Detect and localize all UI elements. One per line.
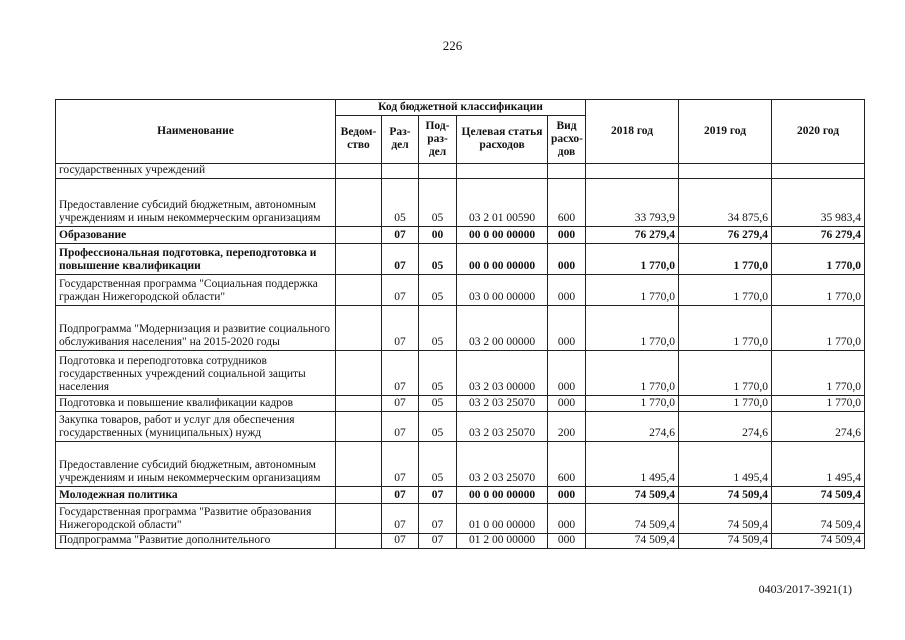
- cell-ved: [336, 227, 382, 244]
- cell-y2018: 1 770,0: [586, 396, 679, 412]
- cell-y2020: 76 279,4: [772, 227, 865, 244]
- table-row: [56, 275, 865, 306]
- cell-y2018: [586, 164, 679, 179]
- cell-y2018: 76 279,4: [586, 227, 679, 244]
- cell-razdel: 07: [382, 396, 419, 412]
- cell-vid: 200: [548, 412, 586, 442]
- cell-razdel: 07: [382, 227, 419, 244]
- cell-name: государственных учреждений: [56, 164, 336, 179]
- cell-vid: 000: [548, 306, 586, 351]
- cell-podrazdel: 07: [419, 504, 457, 534]
- cell-y2018: 1 770,0: [586, 306, 679, 351]
- cell-razdel: 07: [382, 306, 419, 351]
- table-row: [56, 179, 865, 227]
- cell-razdel: 07: [382, 412, 419, 442]
- cell-name: Молодежная политика: [56, 487, 336, 504]
- cell-name: Профессиональная подготовка, переподготовка и повышение квалификации: [56, 244, 336, 275]
- cell-celevaya: 03 2 03 25070: [457, 412, 548, 442]
- cell-y2018: 1 495,4: [586, 442, 679, 487]
- cell-y2019: 76 279,4: [679, 227, 772, 244]
- cell-y2020: 1 770,0: [772, 244, 865, 275]
- header-vid-rashodov: Вид расхо-дов: [548, 116, 586, 164]
- cell-celevaya: 03 2 03 00000: [457, 351, 548, 396]
- cell-ved: [336, 487, 382, 504]
- cell-name: Подготовка и переподготовка сотрудников государственных учреждений социальной защиты населения: [56, 351, 336, 396]
- cell-y2019: [679, 164, 772, 179]
- cell-y2018: 33 793,9: [586, 179, 679, 227]
- header-podrazdel: Под-раз-дел: [419, 116, 457, 164]
- cell-y2019: 1 770,0: [679, 306, 772, 351]
- cell-vid: 000: [548, 534, 586, 549]
- cell-y2019: 1 770,0: [679, 244, 772, 275]
- cell-y2018: 1 770,0: [586, 351, 679, 396]
- table-row: [56, 164, 865, 179]
- cell-vid: 000: [548, 487, 586, 504]
- cell-ved: [336, 351, 382, 396]
- cell-vid: [548, 164, 586, 179]
- cell-celevaya: 03 2 03 25070: [457, 396, 548, 412]
- cell-celevaya: 00 0 00 00000: [457, 244, 548, 275]
- cell-celevaya: 01 2 00 00000: [457, 534, 548, 549]
- cell-razdel: 07: [382, 244, 419, 275]
- cell-y2020: 1 770,0: [772, 351, 865, 396]
- cell-celevaya: 03 0 00 00000: [457, 275, 548, 306]
- cell-y2019: 34 875,6: [679, 179, 772, 227]
- cell-y2020: 74 509,4: [772, 504, 865, 534]
- cell-y2020: 1 495,4: [772, 442, 865, 487]
- cell-y2020: 74 509,4: [772, 534, 865, 549]
- cell-y2019: 74 509,4: [679, 534, 772, 549]
- cell-y2018: 1 770,0: [586, 244, 679, 275]
- cell-ved: [336, 164, 382, 179]
- cell-y2018: 74 509,4: [586, 504, 679, 534]
- cell-razdel: 05: [382, 179, 419, 227]
- cell-podrazdel: [419, 164, 457, 179]
- budget-table: [55, 99, 865, 549]
- cell-celevaya: 01 0 00 00000: [457, 504, 548, 534]
- header-2018: 2018 год: [586, 100, 679, 164]
- cell-y2020: [772, 164, 865, 179]
- cell-name: Подготовка и повышение квалификации кадров: [56, 396, 336, 412]
- cell-podrazdel: 05: [419, 412, 457, 442]
- cell-vid: 600: [548, 442, 586, 487]
- table-row: [56, 244, 865, 275]
- cell-name: Подпрограмма "Развитие дополнительного: [56, 534, 336, 549]
- cell-vid: 000: [548, 275, 586, 306]
- table-row: [56, 534, 865, 549]
- cell-podrazdel: 05: [419, 351, 457, 396]
- cell-podrazdel: 05: [419, 306, 457, 351]
- cell-ved: [336, 179, 382, 227]
- cell-name: Закупка товаров, работ и услуг для обеспечения государственных (муниципальных) нужд: [56, 412, 336, 442]
- cell-razdel: 07: [382, 275, 419, 306]
- table-row: [56, 396, 865, 412]
- cell-vid: 000: [548, 244, 586, 275]
- cell-podrazdel: 07: [419, 487, 457, 504]
- cell-vid: 000: [548, 396, 586, 412]
- table-row: [56, 487, 865, 504]
- cell-name: Подпрограмма "Модернизация и развитие социального обслуживания населения" на 2015-2020 годы: [56, 306, 336, 351]
- cell-podrazdel: 00: [419, 227, 457, 244]
- header-classification-code: Код бюджетной классификации: [336, 100, 586, 116]
- cell-vid: 600: [548, 179, 586, 227]
- cell-y2019: 74 509,4: [679, 487, 772, 504]
- header-vedomstvo: Ведом-ство: [336, 116, 382, 164]
- cell-y2018: 74 509,4: [586, 534, 679, 549]
- cell-podrazdel: 05: [419, 396, 457, 412]
- table-row: [56, 351, 865, 396]
- cell-y2020: 1 770,0: [772, 396, 865, 412]
- cell-y2018: 1 770,0: [586, 275, 679, 306]
- cell-ved: [336, 442, 382, 487]
- cell-ved: [336, 396, 382, 412]
- cell-ved: [336, 412, 382, 442]
- cell-podrazdel: 05: [419, 179, 457, 227]
- cell-y2018: 74 509,4: [586, 487, 679, 504]
- header-2020: 2020 год: [772, 100, 865, 164]
- cell-razdel: 07: [382, 534, 419, 549]
- cell-podrazdel: 07: [419, 534, 457, 549]
- cell-ved: [336, 275, 382, 306]
- table-row: [56, 442, 865, 487]
- table-row: [56, 227, 865, 244]
- cell-y2019: 74 509,4: [679, 504, 772, 534]
- header-2019: 2019 год: [679, 100, 772, 164]
- cell-podrazdel: 05: [419, 244, 457, 275]
- header-razdel: Раз-дел: [382, 116, 419, 164]
- cell-y2020: 274,6: [772, 412, 865, 442]
- cell-y2020: 1 770,0: [772, 306, 865, 351]
- cell-razdel: 07: [382, 487, 419, 504]
- cell-name: Образование: [56, 227, 336, 244]
- cell-ved: [336, 534, 382, 549]
- document-code: 0403/2017-3921(1): [758, 582, 852, 596]
- cell-y2019: 1 770,0: [679, 351, 772, 396]
- cell-celevaya: 03 2 00 00000: [457, 306, 548, 351]
- cell-razdel: 07: [382, 504, 419, 534]
- cell-vid: 000: [548, 227, 586, 244]
- table-row: [56, 412, 865, 442]
- page-number: 226: [442, 38, 463, 53]
- cell-ved: [336, 504, 382, 534]
- cell-celevaya: 03 2 01 00590: [457, 179, 548, 227]
- cell-y2019: 1 770,0: [679, 275, 772, 306]
- cell-celevaya: 03 2 03 25070: [457, 442, 548, 487]
- table-row: [56, 306, 865, 351]
- cell-celevaya: 00 0 00 00000: [457, 227, 548, 244]
- cell-vid: 000: [548, 504, 586, 534]
- cell-razdel: [382, 164, 419, 179]
- cell-celevaya: 00 0 00 00000: [457, 487, 548, 504]
- cell-y2020: 1 770,0: [772, 275, 865, 306]
- cell-y2018: 274,6: [586, 412, 679, 442]
- cell-y2019: 274,6: [679, 412, 772, 442]
- cell-y2020: 35 983,4: [772, 179, 865, 227]
- cell-name: Предоставление субсидий бюджетным, автономным учреждениям и иным некоммерческим организациям: [56, 442, 336, 487]
- cell-vid: 000: [548, 351, 586, 396]
- cell-celevaya: [457, 164, 548, 179]
- table-row: [56, 504, 865, 534]
- header-name: Наименование: [56, 100, 336, 164]
- cell-ved: [336, 244, 382, 275]
- cell-name: Предоставление субсидий бюджетным, автономным учреждениям и иным некоммерческим организациям: [56, 179, 336, 227]
- cell-ved: [336, 306, 382, 351]
- cell-razdel: 07: [382, 442, 419, 487]
- cell-y2019: 1 495,4: [679, 442, 772, 487]
- cell-name: Государственная программа "Социальная поддержка граждан Нижегородской области": [56, 275, 336, 306]
- cell-razdel: 07: [382, 351, 419, 396]
- cell-y2020: 74 509,4: [772, 487, 865, 504]
- header-celevaya-statya: Целевая статья расходов: [457, 116, 548, 164]
- cell-podrazdel: 05: [419, 442, 457, 487]
- cell-name: Государственная программа "Развитие образования Нижегородской области": [56, 504, 336, 534]
- cell-podrazdel: 05: [419, 275, 457, 306]
- cell-y2019: 1 770,0: [679, 396, 772, 412]
